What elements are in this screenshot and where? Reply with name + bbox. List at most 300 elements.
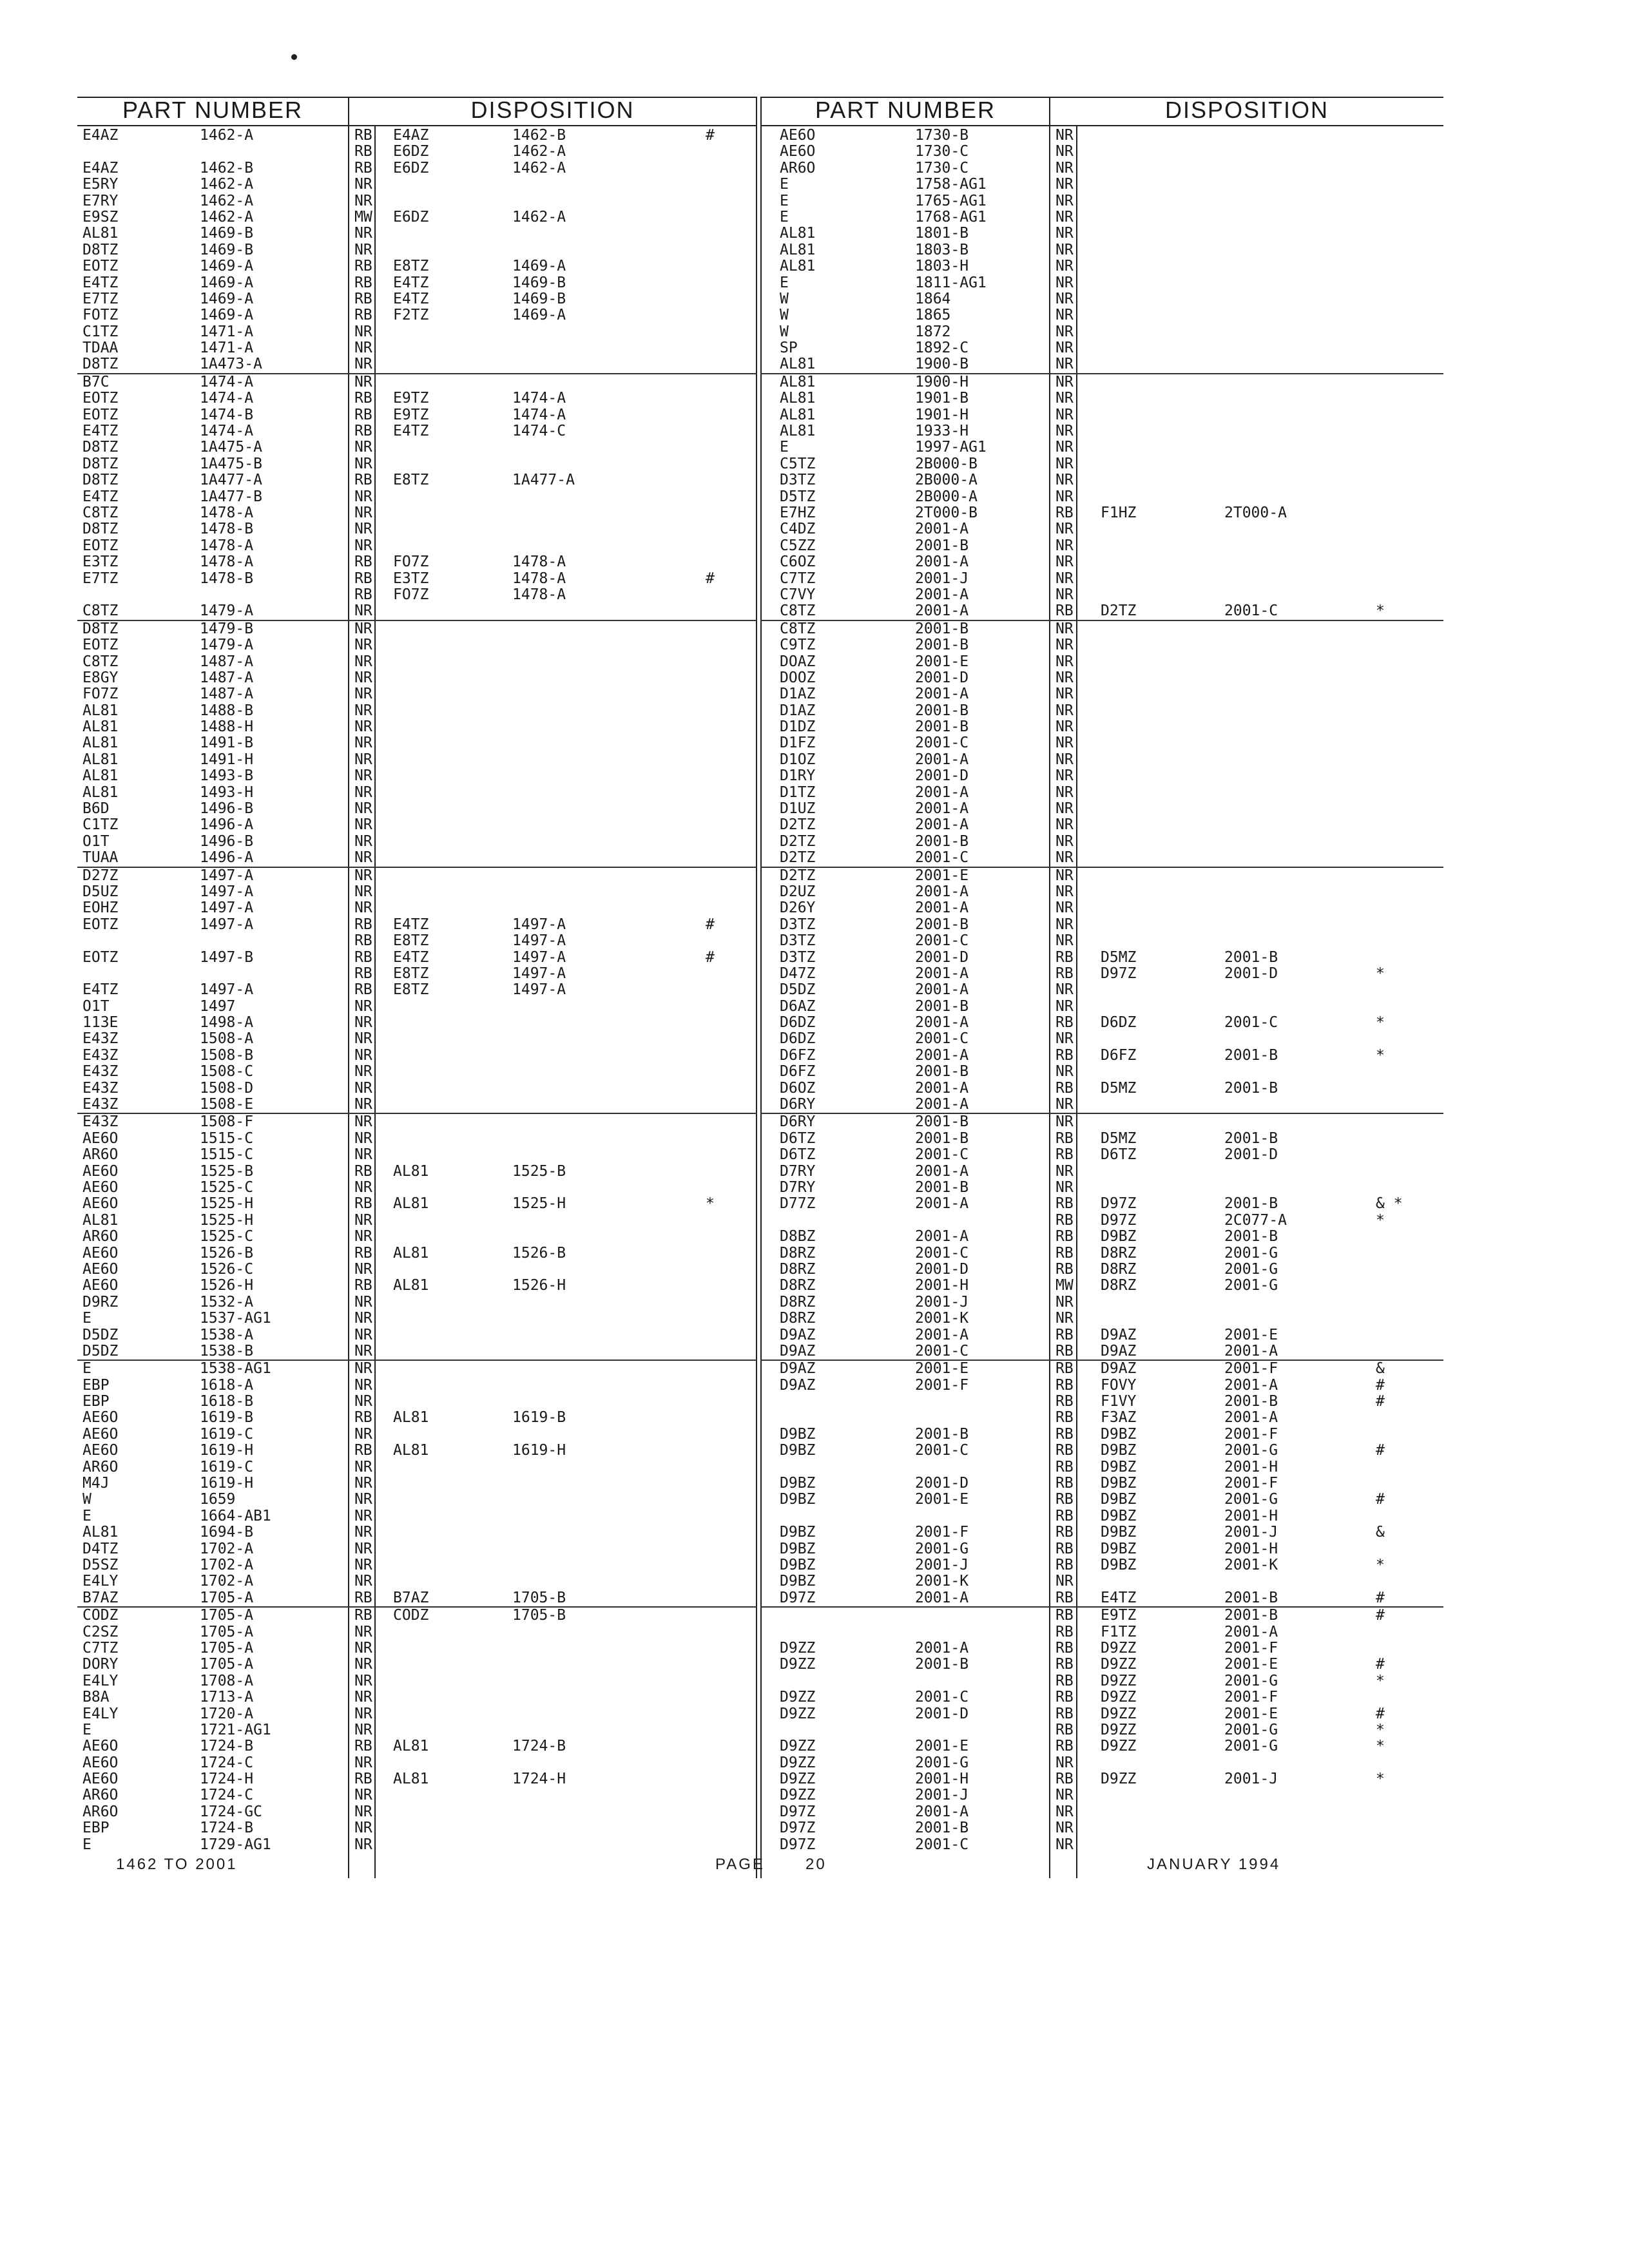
new-prefix: F1HZ bbox=[1101, 504, 1137, 521]
disposition-code: NR bbox=[1055, 307, 1074, 324]
part-number: 1901-B bbox=[915, 390, 969, 407]
table-row bbox=[77, 1164, 757, 1180]
part-number: 1811-AG1 bbox=[915, 274, 987, 291]
part-number: 2001-G bbox=[915, 1540, 969, 1557]
disposition-code: NR bbox=[1055, 537, 1074, 554]
disposition-code: NR bbox=[354, 439, 372, 456]
table-row bbox=[77, 1180, 757, 1196]
new-number: 1724-H bbox=[512, 1771, 566, 1788]
new-prefix: AL81 bbox=[393, 1442, 429, 1459]
disposition-code: NR bbox=[354, 176, 372, 193]
part-number: 1801-B bbox=[915, 225, 969, 242]
part-number: 2001-C bbox=[915, 1244, 969, 1262]
part-prefix: D27Z bbox=[82, 867, 119, 884]
part-prefix: D1AZ bbox=[780, 686, 816, 703]
part-prefix: C8TZ bbox=[780, 602, 816, 620]
table-row bbox=[77, 1443, 757, 1459]
part-number: 1462-B bbox=[200, 159, 254, 177]
new-prefix: E4AZ bbox=[393, 127, 429, 144]
table-row bbox=[760, 1820, 1443, 1836]
header-rule bbox=[77, 125, 757, 126]
new-prefix: AL81 bbox=[393, 1738, 429, 1755]
part-number: 1526-C bbox=[200, 1260, 254, 1278]
part-number: 2001-C bbox=[915, 1030, 969, 1048]
disposition-code: RB bbox=[354, 570, 372, 587]
part-number: 2001-A bbox=[915, 751, 969, 768]
part-prefix: D2TZ bbox=[780, 849, 816, 867]
part-number: 1705-A bbox=[200, 1639, 254, 1657]
new-number: 2001-F bbox=[1224, 1360, 1278, 1378]
disposition-code: NR bbox=[1055, 1573, 1074, 1590]
new-number: 1497-A bbox=[512, 932, 566, 950]
table-row bbox=[760, 209, 1443, 226]
part-number: 2001-E bbox=[915, 1491, 969, 1508]
part-prefix: AL81 bbox=[780, 373, 816, 390]
table-row bbox=[77, 1804, 757, 1820]
table-row bbox=[760, 621, 1443, 637]
new-prefix: E8TZ bbox=[393, 258, 429, 275]
table-row bbox=[760, 1640, 1443, 1657]
part-number: 1478-A bbox=[200, 553, 254, 571]
part-prefix: D9ZZ bbox=[780, 1656, 816, 1673]
disposition-code: RB bbox=[354, 258, 372, 275]
part-number: 2001-D bbox=[915, 767, 969, 785]
disposition-code: NR bbox=[1055, 1820, 1074, 1837]
disposition-code: NR bbox=[1055, 1162, 1074, 1180]
table-row bbox=[77, 735, 757, 751]
part-prefix: D2TZ bbox=[780, 832, 816, 850]
part-number: 1705-A bbox=[200, 1589, 254, 1606]
disposition-code: NR bbox=[354, 867, 372, 884]
new-prefix: AL81 bbox=[393, 1244, 429, 1262]
part-number: 2001-D bbox=[915, 1705, 969, 1722]
disposition-code: NR bbox=[354, 899, 372, 917]
table-row bbox=[760, 1508, 1443, 1524]
table-row bbox=[760, 1361, 1443, 1377]
table-row bbox=[760, 1573, 1443, 1590]
new-number: 2001-J bbox=[1224, 1524, 1278, 1541]
part-number: 2001-A bbox=[915, 602, 969, 620]
new-prefix: D9AZ bbox=[1101, 1326, 1137, 1343]
table-row bbox=[77, 603, 757, 620]
part-number: 1478-B bbox=[200, 570, 254, 587]
table-row bbox=[760, 554, 1443, 570]
disposition-code: NR bbox=[354, 832, 372, 850]
part-prefix: D9BZ bbox=[780, 1491, 816, 1508]
part-number: 1496-B bbox=[200, 800, 254, 818]
disposition-code: NR bbox=[354, 751, 372, 768]
disposition-code: NR bbox=[1055, 932, 1074, 950]
part-number: 2001-A bbox=[915, 1639, 969, 1657]
table-row bbox=[760, 917, 1443, 933]
part-number: 2001-A bbox=[915, 899, 969, 917]
new-prefix: B7AZ bbox=[393, 1589, 429, 1606]
part-number: 1901-H bbox=[915, 406, 969, 423]
part-number: 1702-A bbox=[200, 1540, 254, 1557]
part-prefix: D9RZ bbox=[82, 1293, 119, 1311]
new-number: 1474-A bbox=[512, 390, 566, 407]
table-row bbox=[77, 1064, 757, 1080]
disposition-code: RB bbox=[354, 1409, 372, 1427]
part-prefix: E7TZ bbox=[82, 570, 119, 587]
disposition-code: NR bbox=[1055, 570, 1074, 587]
part-number: 2001-A bbox=[915, 1079, 969, 1097]
new-prefix: E4TZ bbox=[393, 423, 429, 440]
new-prefix: D9BZ bbox=[1101, 1442, 1137, 1459]
new-prefix: D8RZ bbox=[1101, 1277, 1137, 1294]
table-row bbox=[77, 1394, 757, 1410]
table-row bbox=[760, 850, 1443, 867]
table-row bbox=[760, 1262, 1443, 1278]
part-prefix: E5RY bbox=[82, 176, 119, 193]
disposition-code: NR bbox=[1055, 423, 1074, 440]
disposition-code: NR bbox=[354, 521, 372, 538]
part-number: 1618-B bbox=[200, 1393, 254, 1410]
disposition-code: RB bbox=[354, 143, 372, 160]
disposition-code: RB bbox=[1055, 1721, 1074, 1738]
note-mark: # bbox=[1376, 1589, 1385, 1606]
new-number: 1478-A bbox=[512, 586, 566, 603]
disposition-code: NR bbox=[354, 1030, 372, 1048]
note-mark: # bbox=[706, 570, 715, 587]
disposition-code: NR bbox=[354, 1458, 372, 1475]
new-prefix: F3AZ bbox=[1101, 1409, 1137, 1427]
disposition-code: NR bbox=[354, 1310, 372, 1327]
table-row bbox=[77, 505, 757, 521]
new-number: 2001-B bbox=[1224, 1129, 1278, 1147]
disposition-code: NR bbox=[1055, 767, 1074, 785]
table-row bbox=[77, 456, 757, 472]
part-number: 2001-C bbox=[915, 849, 969, 867]
table-row bbox=[77, 1755, 757, 1771]
table-row bbox=[760, 868, 1443, 884]
disposition-code: NR bbox=[1055, 356, 1074, 373]
part-prefix: AE6O bbox=[780, 127, 816, 144]
part-number: 1515-C bbox=[200, 1129, 254, 1147]
disposition-code: RB bbox=[354, 290, 372, 307]
part-prefix: D1TZ bbox=[780, 783, 816, 801]
disposition-code: RB bbox=[354, 586, 372, 603]
table-row bbox=[760, 1608, 1443, 1624]
disposition-code: NR bbox=[1055, 208, 1074, 226]
part-prefix: AR6O bbox=[82, 1787, 119, 1804]
disposition-code: RB bbox=[1055, 1689, 1074, 1706]
disposition-code: RB bbox=[1055, 1623, 1074, 1640]
table-row bbox=[760, 1048, 1443, 1064]
disposition-code: NR bbox=[354, 1836, 372, 1853]
disposition-code: NR bbox=[1055, 686, 1074, 703]
table-row bbox=[760, 374, 1443, 390]
disposition-code: NR bbox=[354, 849, 372, 867]
part-prefix: CODZ bbox=[82, 1607, 119, 1624]
part-number: 1619-C bbox=[200, 1425, 254, 1443]
table-row bbox=[760, 275, 1443, 291]
new-number: 2001-E bbox=[1224, 1326, 1278, 1343]
table-row bbox=[77, 933, 757, 949]
part-prefix: E43Z bbox=[82, 1030, 119, 1048]
part-prefix: EOTZ bbox=[82, 258, 119, 275]
part-number: 1724-H bbox=[200, 1771, 254, 1788]
part-number: 2B000-A bbox=[915, 472, 978, 489]
part-prefix: W bbox=[82, 1491, 92, 1508]
disposition-code: NR bbox=[1055, 1293, 1074, 1311]
table-row bbox=[760, 1722, 1443, 1738]
part-number: 1664-AB1 bbox=[200, 1507, 271, 1524]
part-prefix: D6OZ bbox=[780, 1079, 816, 1097]
part-prefix: C7TZ bbox=[780, 570, 816, 587]
part-number: 1702-A bbox=[200, 1556, 254, 1573]
table-row bbox=[760, 1787, 1443, 1803]
disposition-code: NR bbox=[354, 686, 372, 703]
part-prefix: D7RY bbox=[780, 1162, 816, 1180]
part-prefix: D2TZ bbox=[780, 867, 816, 884]
table-row bbox=[77, 1361, 757, 1377]
new-prefix: D9BZ bbox=[1101, 1228, 1137, 1245]
disposition-code: NR bbox=[1055, 323, 1074, 340]
new-prefix: D9AZ bbox=[1101, 1342, 1137, 1360]
part-number: 2001-A bbox=[915, 586, 969, 603]
table-row bbox=[760, 587, 1443, 603]
part-prefix: AE6O bbox=[82, 1162, 119, 1180]
new-prefix: E6DZ bbox=[393, 208, 429, 226]
new-prefix: D9BZ bbox=[1101, 1475, 1137, 1492]
part-number: 1487-A bbox=[200, 686, 254, 703]
part-number: 1537-AG1 bbox=[200, 1310, 271, 1327]
right-table bbox=[760, 97, 1443, 1878]
part-prefix: AE6O bbox=[82, 1244, 119, 1262]
note-mark: * bbox=[706, 1195, 715, 1213]
disposition-code: RB bbox=[354, 1244, 372, 1262]
new-number: 1478-A bbox=[512, 553, 566, 571]
part-number: 2001-K bbox=[915, 1310, 969, 1327]
part-prefix: E4LY bbox=[82, 1705, 119, 1722]
table-row bbox=[77, 1624, 757, 1640]
part-prefix: D97Z bbox=[780, 1820, 816, 1837]
new-number: 1526-H bbox=[512, 1277, 566, 1294]
disposition-code: NR bbox=[1055, 899, 1074, 917]
disposition-code: NR bbox=[354, 241, 372, 258]
new-number: 2001-G bbox=[1224, 1738, 1278, 1755]
disposition-code: RB bbox=[1055, 1491, 1074, 1508]
part-number: 1496-A bbox=[200, 849, 254, 867]
part-prefix: E4AZ bbox=[82, 159, 119, 177]
part-number: 1724-B bbox=[200, 1738, 254, 1755]
disposition-code: NR bbox=[354, 1573, 372, 1590]
part-prefix: D6TZ bbox=[780, 1146, 816, 1164]
disposition-code: NR bbox=[1055, 997, 1074, 1015]
part-prefix: W bbox=[780, 290, 789, 307]
disposition-code: NR bbox=[354, 767, 372, 785]
new-prefix: E6DZ bbox=[393, 159, 429, 177]
part-number: 2001-A bbox=[915, 1162, 969, 1180]
note-mark: # bbox=[706, 916, 715, 933]
table-row bbox=[760, 1492, 1443, 1508]
part-prefix: B8A bbox=[82, 1689, 110, 1706]
part-number: 1497-A bbox=[200, 899, 254, 917]
new-prefix: D2TZ bbox=[1101, 602, 1137, 620]
part-number: 1765-AG1 bbox=[915, 192, 987, 209]
part-number: 1491-B bbox=[200, 735, 254, 752]
disposition-code: NR bbox=[1055, 258, 1074, 275]
part-prefix: M4J bbox=[82, 1475, 110, 1492]
part-prefix: AE6O bbox=[82, 1195, 119, 1213]
table-row bbox=[77, 226, 757, 242]
part-prefix: DOOZ bbox=[780, 669, 816, 686]
note-mark: * bbox=[1376, 1771, 1385, 1788]
note-mark: # bbox=[1376, 1607, 1385, 1624]
new-prefix: D8RZ bbox=[1101, 1244, 1137, 1262]
part-prefix: EOTZ bbox=[82, 537, 119, 554]
new-number: 2001-H bbox=[1224, 1458, 1278, 1475]
disposition-code: RB bbox=[1055, 948, 1074, 966]
part-number: 1508-F bbox=[200, 1113, 254, 1131]
table-row bbox=[77, 1573, 757, 1590]
table-row bbox=[77, 242, 757, 258]
table-row bbox=[760, 637, 1443, 653]
part-number: 2001-A bbox=[915, 965, 969, 982]
new-prefix: E4TZ bbox=[393, 948, 429, 966]
new-number: 2001-C bbox=[1224, 1014, 1278, 1032]
table-row bbox=[760, 571, 1443, 587]
new-number: 2001-B bbox=[1224, 1079, 1278, 1097]
table-row bbox=[760, 1427, 1443, 1443]
note-mark: * bbox=[1376, 965, 1385, 982]
table-row bbox=[760, 1245, 1443, 1262]
new-prefix: D9BZ bbox=[1101, 1524, 1137, 1541]
part-prefix: DOAZ bbox=[780, 653, 816, 670]
part-prefix: D8RZ bbox=[780, 1277, 816, 1294]
new-prefix: E9TZ bbox=[393, 390, 429, 407]
part-prefix: AE6O bbox=[82, 1754, 119, 1771]
new-prefix: E4TZ bbox=[393, 916, 429, 933]
table-row bbox=[77, 1557, 757, 1573]
table-row bbox=[77, 340, 757, 356]
part-prefix: D8RZ bbox=[780, 1260, 816, 1278]
new-number: 2001-H bbox=[1224, 1507, 1278, 1524]
table-row bbox=[77, 439, 757, 456]
part-prefix: AL81 bbox=[82, 1211, 119, 1229]
new-number: 1497-A bbox=[512, 948, 566, 966]
disposition-code: NR bbox=[354, 702, 372, 719]
part-prefix: D6RY bbox=[780, 1113, 816, 1131]
new-prefix: D5MZ bbox=[1101, 1079, 1137, 1097]
new-number: 1462-A bbox=[512, 208, 566, 226]
new-number: 2001-F bbox=[1224, 1639, 1278, 1657]
part-prefix: D5UZ bbox=[82, 883, 119, 900]
disposition-code: NR bbox=[354, 620, 372, 637]
table-row bbox=[760, 801, 1443, 817]
disposition-code: NR bbox=[354, 1754, 372, 1771]
part-number: 1479-A bbox=[200, 602, 254, 620]
table-row bbox=[77, 884, 757, 900]
part-number: 1525-C bbox=[200, 1228, 254, 1245]
disposition-code: NR bbox=[1055, 867, 1074, 884]
disposition-code: RB bbox=[1055, 1409, 1074, 1427]
part-number: 1A475-B bbox=[200, 455, 262, 472]
disposition-code: RB bbox=[354, 423, 372, 440]
new-number: 2T000-A bbox=[1224, 504, 1287, 521]
table-row bbox=[77, 538, 757, 554]
table-row bbox=[77, 1787, 757, 1803]
table-row bbox=[760, 933, 1443, 949]
disposition-code: RB bbox=[1055, 1244, 1074, 1262]
part-number: 1469-B bbox=[200, 241, 254, 258]
part-number: 2001-J bbox=[915, 1556, 969, 1573]
new-prefix: D6TZ bbox=[1101, 1146, 1137, 1164]
disposition-code: RB bbox=[1055, 504, 1074, 521]
disposition-code: NR bbox=[354, 1179, 372, 1196]
disposition-code: RB bbox=[1055, 1442, 1074, 1459]
part-number: 1526-H bbox=[200, 1277, 254, 1294]
table-row bbox=[760, 1015, 1443, 1031]
part-prefix: D1OZ bbox=[780, 751, 816, 768]
new-prefix: D9ZZ bbox=[1101, 1672, 1137, 1689]
part-number: 1705-A bbox=[200, 1623, 254, 1640]
table-row bbox=[760, 1738, 1443, 1754]
part-number: 2001-B bbox=[915, 1656, 969, 1673]
table-row bbox=[77, 1294, 757, 1311]
table-row bbox=[77, 1097, 757, 1114]
note-mark: # bbox=[706, 127, 715, 144]
part-number: 1724-B bbox=[200, 1820, 254, 1837]
disposition-code: MW bbox=[354, 208, 372, 226]
part-prefix: FO7Z bbox=[82, 686, 119, 703]
part-number: 2B000-A bbox=[915, 488, 978, 505]
disposition-code: RB bbox=[354, 307, 372, 324]
table-row bbox=[77, 900, 757, 916]
part-number: 2001-A bbox=[915, 816, 969, 834]
part-prefix: EOTZ bbox=[82, 916, 119, 933]
disposition-code: RB bbox=[354, 948, 372, 966]
part-prefix: C8TZ bbox=[780, 620, 816, 637]
part-number: 2001-B bbox=[915, 1113, 969, 1131]
part-prefix: AR6O bbox=[780, 159, 816, 177]
disposition-code: NR bbox=[354, 1639, 372, 1657]
table-row bbox=[77, 1640, 757, 1657]
table-row bbox=[77, 1706, 757, 1722]
part-number: 1768-AG1 bbox=[915, 208, 987, 226]
new-number: 2001-A bbox=[1224, 1409, 1278, 1427]
disposition-code: NR bbox=[354, 800, 372, 818]
part-number: 1462-A bbox=[200, 176, 254, 193]
new-number: 1705-B bbox=[512, 1607, 566, 1624]
new-prefix: E4TZ bbox=[393, 290, 429, 307]
table-row bbox=[760, 768, 1443, 784]
disposition-code: RB bbox=[1055, 1146, 1074, 1164]
disposition-code: RB bbox=[1055, 1475, 1074, 1492]
part-prefix: C2SZ bbox=[82, 1623, 119, 1640]
table-row bbox=[77, 1771, 757, 1787]
part-number: 2001-A bbox=[915, 1096, 969, 1113]
new-number: 1474-A bbox=[512, 406, 566, 423]
part-number: 2001-D bbox=[915, 669, 969, 686]
new-number: 1A477-A bbox=[512, 472, 575, 489]
part-number: 2001-C bbox=[915, 735, 969, 752]
part-prefix: AL81 bbox=[780, 423, 816, 440]
disposition-code: RB bbox=[1055, 1540, 1074, 1557]
new-number: 1497-A bbox=[512, 916, 566, 933]
disposition-code: NR bbox=[354, 1113, 372, 1131]
part-number: 2B000-B bbox=[915, 455, 978, 472]
new-number: 1478-A bbox=[512, 570, 566, 587]
part-prefix: E43Z bbox=[82, 1046, 119, 1064]
part-number: 1497-A bbox=[200, 981, 254, 999]
part-number: 2001-C bbox=[915, 1689, 969, 1706]
table-row bbox=[77, 834, 757, 850]
new-prefix: F1TZ bbox=[1101, 1623, 1137, 1640]
part-prefix: C4DZ bbox=[780, 521, 816, 538]
part-number: 1532-A bbox=[200, 1293, 254, 1311]
